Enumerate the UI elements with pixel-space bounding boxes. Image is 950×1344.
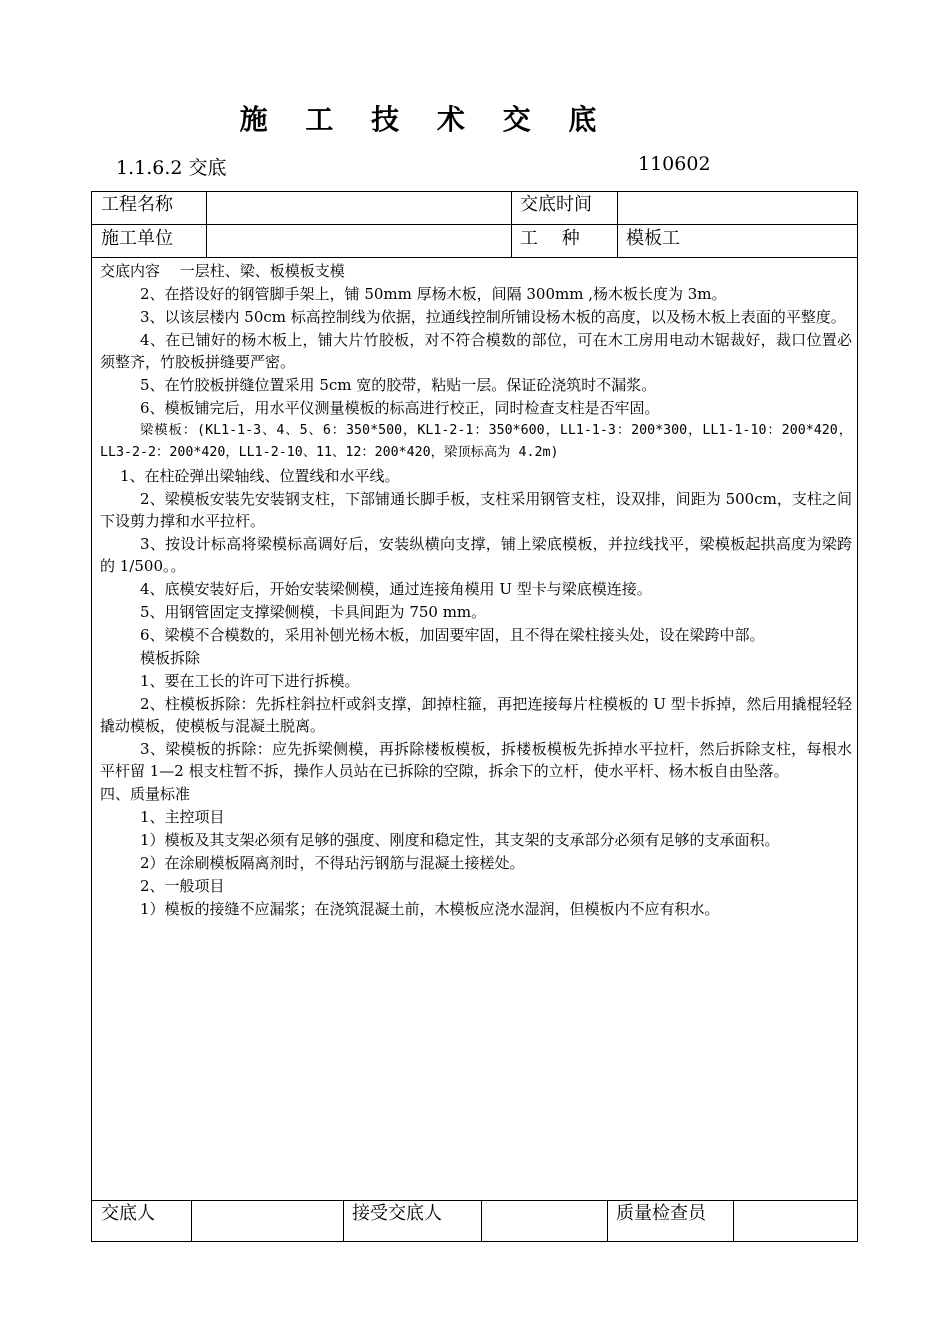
doc-number: 110602 (638, 153, 711, 175)
content-paragraph: 4、底模安装好后，开始安装梁侧模，通过连接角模用 U 型卡与梁底模连接。 (140, 580, 652, 598)
quality-inspector-label: 质量检查员 (616, 1203, 706, 1224)
page-title: 施 工 技 术 交 底 (239, 103, 611, 136)
content-paragraph: 2、柱模板拆除：先拆柱斜拉杆或斜支撑，卸掉柱箍，再把连接每片柱模板的 U 型卡拆掉，然后用撬棍轻轻撬动模板，使模板与混凝土脱离。 (100, 695, 852, 735)
content-paragraph: 1）模板的接缝不应漏浆；在浇筑混凝土前，木模板应浇水湿润，但模板内不应有积水。 (140, 900, 720, 918)
content-paragraph: 2）在涂刷模板隔离剂时，不得玷污钢筋与混凝土接槎处。 (140, 854, 525, 872)
content-paragraph: 5、在竹胶板拼缝位置采用 5cm 宽的胶带，粘贴一层。保证砼浇筑时不漏浆。 (140, 376, 657, 394)
divider (607, 1200, 608, 1242)
content-paragraph: 1、要在工长的许可下进行拆模。 (140, 672, 360, 690)
content-heading: 交底内容 一层柱、梁、板模板支模 (100, 262, 345, 280)
project-name-label: 工程名称 (101, 194, 173, 215)
content-paragraph: 4、在已铺好的杨木板上，铺大片竹胶板，对不符合模数的部位，可在木工房用电动木锯裁好，裁口位置必须整齐，竹胶板拼缝要严密。 (100, 331, 852, 371)
content-paragraph: 1）模板及其支架必须有足够的强度、刚度和稳定性，其支架的支承部分必须有足够的支承面积。 (140, 831, 780, 849)
content-paragraph: 1、在柱砼弹出梁轴线、位置线和水平线。 (120, 467, 400, 485)
divider (92, 257, 857, 258)
divider (92, 1200, 857, 1201)
content-paragraph: 2、梁模板安装先安装钢支柱，下部铺通长脚手板，支柱采用钢管支柱，设双排，间距为 500cm，支柱之间下设剪力撑和水平拉杆。 (100, 490, 852, 530)
subsection-heading: 2、一般项目 (140, 877, 225, 895)
content-paragraph: 3、按设计标高将梁模标高调好后，安装纵横向支撑，铺上梁底模板，并拉线找平，梁模板起拱高度为梁跨的 1/500。。 (100, 535, 852, 575)
handover-giver-label: 交底人 (101, 1203, 155, 1224)
content-paragraph: 5、用钢管固定支撑梁侧模，卡具间距为 750 mm。 (140, 603, 487, 621)
handover-time-label: 交底时间 (520, 194, 592, 215)
divider (206, 192, 207, 257)
construction-unit-label: 施工单位 (101, 228, 173, 249)
divider (481, 1200, 482, 1242)
trade-field[interactable]: 模板工 (626, 228, 680, 249)
content-paragraph: 3、梁模板的拆除：应先拆梁侧模，再拆除楼板模板，拆楼板模板先拆掉水平拉杆，然后拆除支柱，每根水平杆留 1—2 根支柱暂不拆，操作人员站在已拆除的空隙，拆余下的立杆，使水平杆、杨木板自由坠落。 (100, 740, 852, 780)
content-paragraph: 3、以该层楼内 50cm 标高控制线为依据，拉通线控制所铺设杨木板的高度，以及杨木板上表面的平整度。 (140, 308, 846, 326)
section-heading: 四、质量标准 (100, 785, 191, 803)
trade-label: 工 种 (520, 228, 580, 249)
content-paragraph: 2、在搭设好的钢管脚手架上，铺 50mm 厚杨木板，间隔 300mm ,杨木板长度为 3m。 (140, 285, 727, 303)
doc-ref: 1.1.6.2 交底 (116, 157, 227, 179)
content-paragraph: 6、模板铺完后，用水平仪测量模板的标高进行校正，同时检查支柱是否牢固。 (140, 399, 660, 417)
section-heading: 模板拆除 (140, 649, 201, 667)
handover-content (100, 260, 852, 921)
divider (511, 192, 512, 257)
divider (191, 1200, 192, 1242)
divider (617, 192, 618, 257)
content-paragraph: 6、梁模不合模数的，采用补刨光杨木板，加固要牢固，且不得在梁柱接头处，设在梁跨中部。 (140, 626, 765, 644)
divider (343, 1200, 344, 1242)
subsection-heading: 1、主控项目 (140, 808, 225, 826)
beam-spec: 梁模板：(KL1-1-3、4、5、6：350*500，KL1-2-1：350*600，LL1-1-3：200*300，LL1-1-10：200*420，LL3-2-2：200*420，LL1-2-10、11、12：200*420，梁顶标高为 4.2m) (100, 423, 852, 460)
divider (733, 1200, 734, 1242)
handover-form (91, 191, 858, 1242)
handover-receiver-label: 接受交底人 (352, 1203, 442, 1224)
